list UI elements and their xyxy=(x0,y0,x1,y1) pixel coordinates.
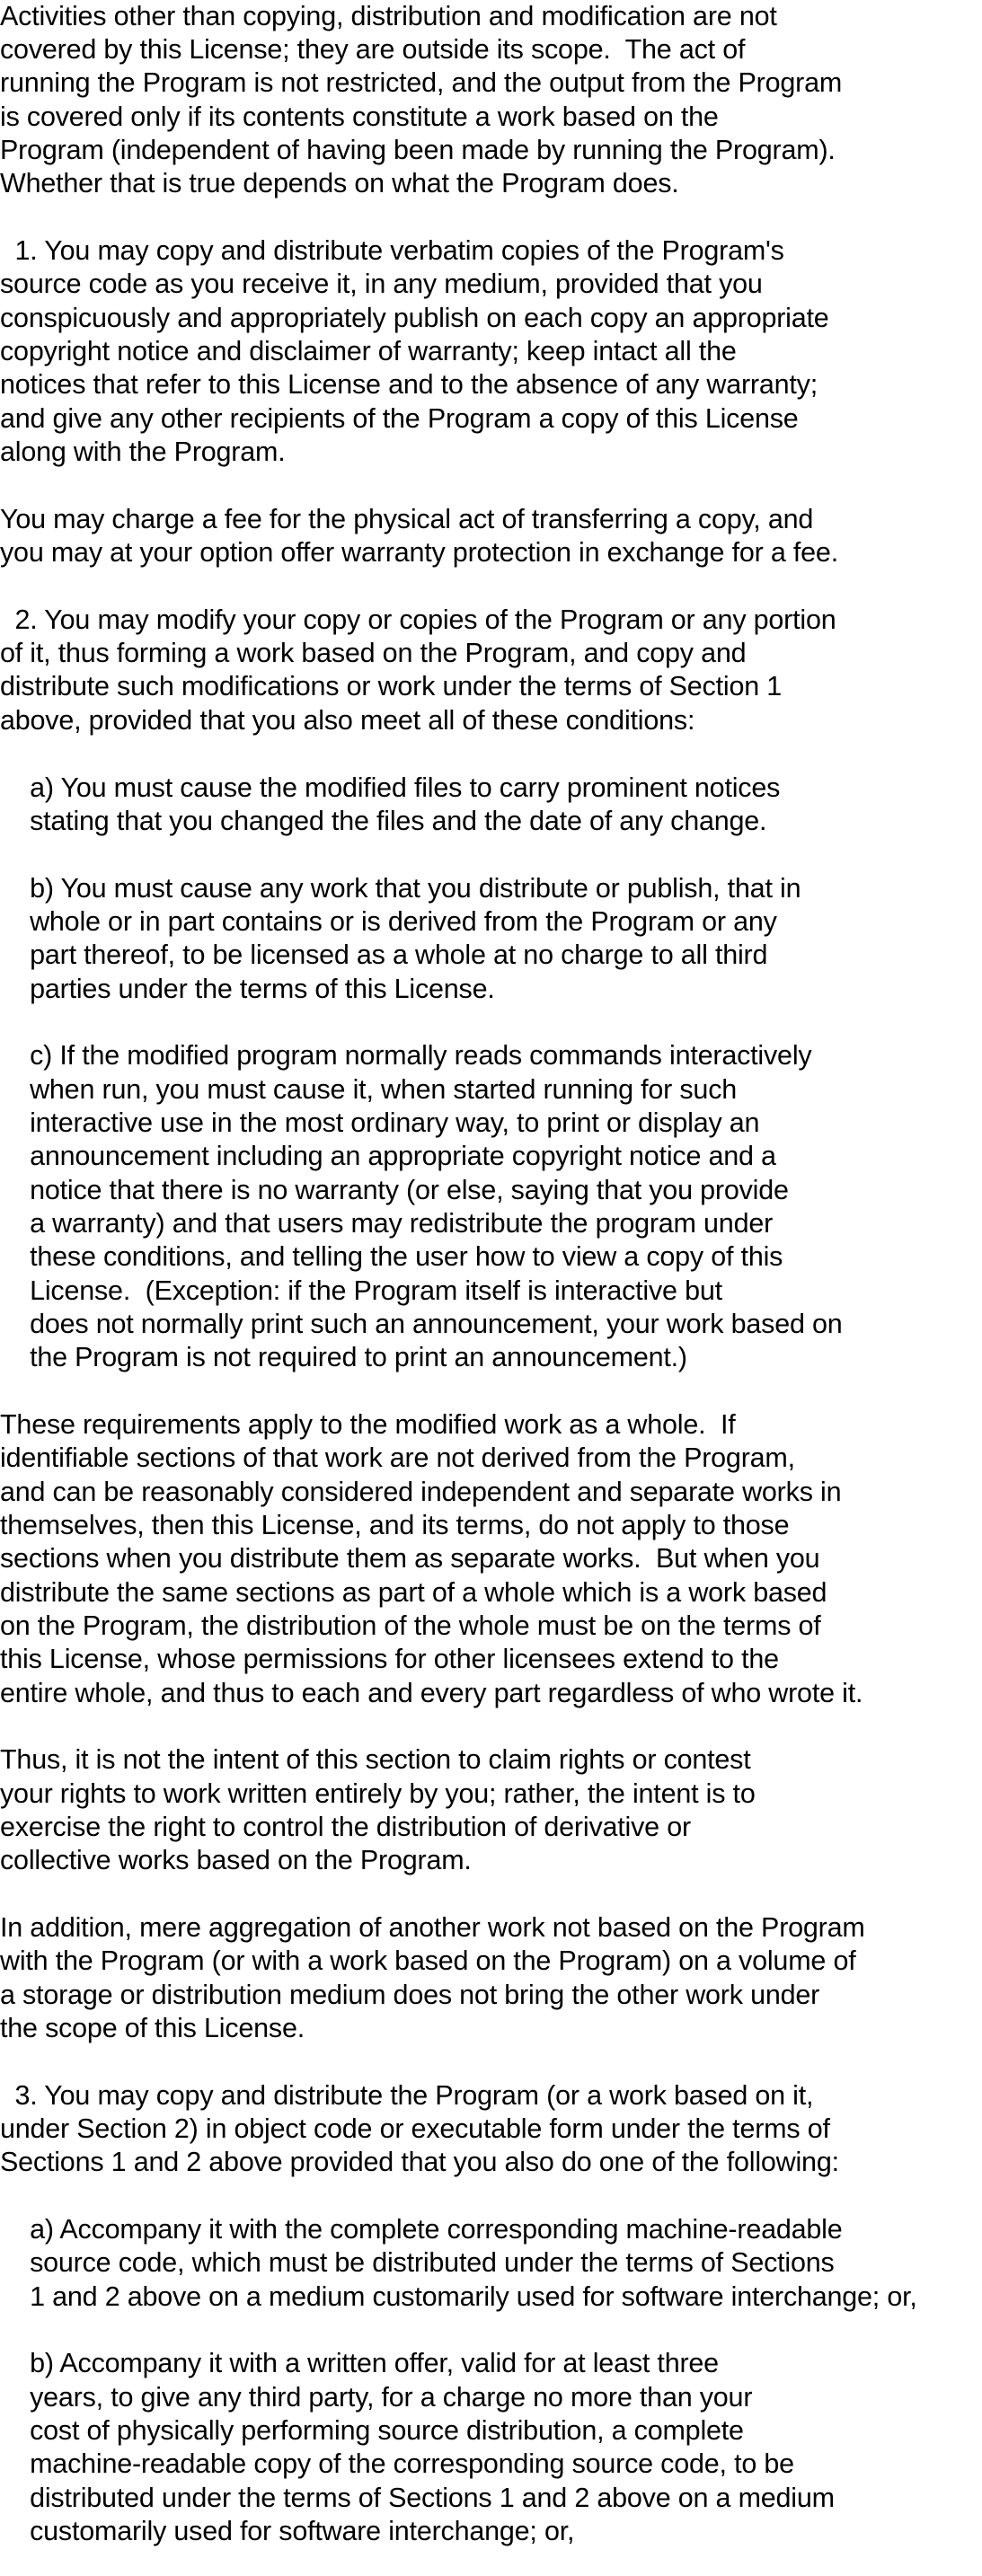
text-line: on the Program, the distribution of the whole must be on the terms of xyxy=(0,1610,821,1641)
text-line: machine-readable copy of the corresponding source code, to be xyxy=(0,2448,794,2479)
text-line: and can be reasonably considered independent and separate works in xyxy=(0,1477,842,1507)
text-line: customarily used for software interchange; or, xyxy=(0,2516,575,2546)
text-line: does not normally print such an announcement, your work based on xyxy=(0,1309,843,1339)
text-line: These requirements apply to the modified work as a whole. If xyxy=(0,1409,736,1440)
text-line: when run, you must cause it, when started running for such xyxy=(0,1074,738,1105)
text-line: under Section 2) in object code or executable form under the terms of xyxy=(0,2113,830,2144)
text-line: with the Program (or with a work based on the Program) on a volume of xyxy=(0,1945,856,1976)
text-line: entire whole, and thus to each and every part regardless of who wrote it. xyxy=(0,1678,863,1708)
text-line: In addition, mere aggregation of another work not based on the Program xyxy=(0,1912,865,1943)
text-line: source code as you receive it, in any medium, provided that you xyxy=(0,269,763,299)
text-line: source code, which must be distributed under the terms of Sections xyxy=(0,2247,835,2278)
text-line: along with the Program. xyxy=(0,437,286,467)
text-line: collective works based on the Program. xyxy=(0,1845,472,1875)
text-line: a) You must cause the modified files to carry prominent notices xyxy=(0,772,781,803)
text-line: b) Accompany it with a written offer, valid for at least three xyxy=(0,2348,719,2378)
text-line: parties under the terms of this License. xyxy=(0,974,495,1004)
text-line: running the Program is not restricted, and the output from the Program xyxy=(0,67,843,98)
text-line: cost of physically performing source distribution, a complete xyxy=(0,2415,744,2446)
text-line: announcement including an appropriate copyright notice and a xyxy=(0,1141,776,1171)
text-line: these conditions, and telling the user how to view a copy of this xyxy=(0,1241,783,1272)
text-line: Sections 1 and 2 above provided that you also do one of the following: xyxy=(0,2147,839,2177)
text-line: identifiable sections of that work are not derived from the Program, xyxy=(0,1442,795,1473)
text-line: of it, thus forming a work based on the Program, and copy and xyxy=(0,638,747,668)
text-line: a storage or distribution medium does not bring the other work under xyxy=(0,1980,820,2010)
text-line: a warranty) and that users may redistribute the program under xyxy=(0,1208,774,1239)
text-line: distribute such modifications or work under the terms of Section 1 xyxy=(0,671,783,701)
text-line: sections when you distribute them as separate works. But when you xyxy=(0,1543,820,1574)
text-line: distribute the same sections as part of a whole which is a work based xyxy=(0,1577,827,1608)
text-line: notices that refer to this License and to the absence of any warranty; xyxy=(0,369,818,400)
text-line: Whether that is true depends on what the Program does. xyxy=(0,168,679,198)
text-line: stating that you changed the files and the date of any change. xyxy=(0,806,767,836)
text-line: is covered only if its contents constitute a work based on the xyxy=(0,101,719,132)
text-line: copyright notice and disclaimer of warranty; keep intact all the xyxy=(0,336,737,366)
text-line: this License, whose permissions for other licensees extend to the xyxy=(0,1644,779,1674)
text-line: years, to give any third party, for a charge no more than your xyxy=(0,2382,753,2413)
text-line: the scope of this License. xyxy=(0,2013,305,2043)
text-line: part thereof, to be licensed as a whole at no charge to all third xyxy=(0,940,768,970)
text-line: themselves, then this License, and its terms, do not apply to those xyxy=(0,1510,790,1540)
text-line: Activities other than copying, distribution and modification are not xyxy=(0,1,777,31)
text-line: whole or in part contains or is derived from the Program or any xyxy=(0,906,777,937)
text-line: You may charge a fee for the physical act of transferring a copy, and xyxy=(0,504,814,534)
text-line: exercise the right to control the distribution of derivative or xyxy=(0,1812,691,1842)
text-line: 2. You may modify your copy or copies of the Program or any portion xyxy=(0,604,836,635)
text-line: above, provided that you also meet all of these conditions: xyxy=(0,705,695,736)
text-line: 1 and 2 above on a medium customarily used for software interchange; or, xyxy=(0,2281,917,2312)
text-line: 3. You may copy and distribute the Program (or a work based on it, xyxy=(0,2080,814,2111)
text-line: conspicuously and appropriately publish on each copy an appropriate xyxy=(0,303,829,333)
text-line: License. (Exception: if the Program itself is interactive but xyxy=(0,1275,722,1306)
text-line: distributed under the terms of Sections 1 and 2 above on a medium xyxy=(0,2483,835,2513)
text-line: a) Accompany it with the complete corresponding machine-readable xyxy=(0,2214,843,2245)
text-line: Program (independent of having been made by running the Program). xyxy=(0,135,836,165)
text-line: 1. You may copy and distribute verbatim copies of the Program's xyxy=(0,235,784,266)
text-line: and give any other recipients of the Program a copy of this License xyxy=(0,403,799,434)
text-line: Thus, it is not the intent of this section to claim rights or contest xyxy=(0,1744,751,1775)
text-line: you may at your option offer warranty protection in exchange for a fee. xyxy=(0,537,838,568)
text-line: the Program is not required to print an announcement.) xyxy=(0,1342,687,1372)
text-line: interactive use in the most ordinary way, to print or display an xyxy=(0,1107,760,1138)
text-line: your rights to work written entirely by you; rather, the intent is to xyxy=(0,1778,756,1809)
text-line: b) You must cause any work that you distribute or publish, that in xyxy=(0,873,801,904)
text-line: covered by this License; they are outside its scope. The act of xyxy=(0,34,746,65)
text-line: c) If the modified program normally reads commands interactively xyxy=(0,1040,812,1071)
text-line: notice that there is no warranty (or else, saying that you provide xyxy=(0,1175,789,1205)
